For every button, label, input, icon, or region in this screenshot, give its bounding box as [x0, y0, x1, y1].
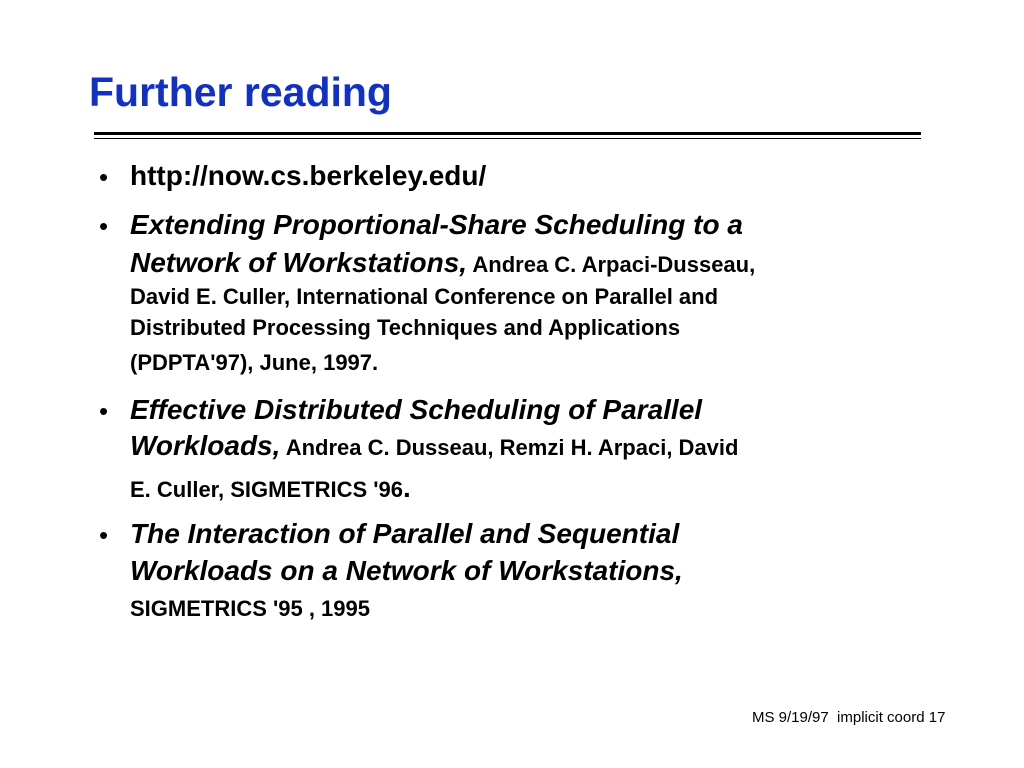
paper-authors: Andrea C. Arpaci-Dusseau,	[467, 252, 756, 277]
bullet-marker: •	[99, 396, 109, 426]
title-divider-thick	[94, 132, 921, 135]
paper-title: Effective Distributed Scheduling of Parallel	[130, 394, 703, 425]
paper-title: The Interaction of Parallel and Sequential	[130, 518, 680, 549]
paper-title: Network of Workstations,	[130, 247, 468, 278]
item-line	[130, 472, 411, 504]
paper-details: Distributed Processing Techniques and Applications	[130, 315, 681, 340]
slide-footer: MS 9/19/97 implicit coord 17	[752, 709, 946, 726]
item-line	[130, 350, 378, 376]
item-line	[130, 596, 370, 622]
item-line	[130, 518, 679, 550]
paper-details: David E. Culler, International Conference on Parallel and	[130, 284, 719, 309]
paper-title: Extending Proportional-Share Scheduling to a	[130, 209, 743, 240]
item-line	[130, 284, 718, 310]
item-line	[130, 209, 743, 241]
item-line	[130, 247, 755, 279]
bullet-marker: •	[99, 520, 109, 550]
item-line	[130, 555, 683, 587]
paper-details: (PDPTA'97), June, 1997.	[130, 350, 379, 375]
paper-title: Workloads,	[130, 430, 281, 461]
paper-authors: Andrea C. Dusseau, Remzi H. Arpaci, David	[280, 435, 739, 460]
bullet-marker: •	[99, 211, 109, 241]
bullet-marker: •	[99, 162, 109, 192]
item-line	[130, 315, 680, 341]
item-line	[130, 160, 486, 192]
title-divider-thin	[94, 138, 921, 139]
paper-details-period: .	[402, 472, 411, 503]
item-line	[130, 430, 738, 462]
slide-title: Further reading	[89, 69, 392, 115]
item-line	[130, 394, 702, 426]
paper-details: E. Culler, SIGMETRICS '96	[130, 477, 403, 502]
paper-details: SIGMETRICS '95 , 1995	[130, 596, 370, 621]
paper-title: Workloads on a Network of Workstations,	[130, 555, 683, 586]
url-link[interactable]: http://now.cs.berkeley.edu/	[130, 160, 487, 191]
